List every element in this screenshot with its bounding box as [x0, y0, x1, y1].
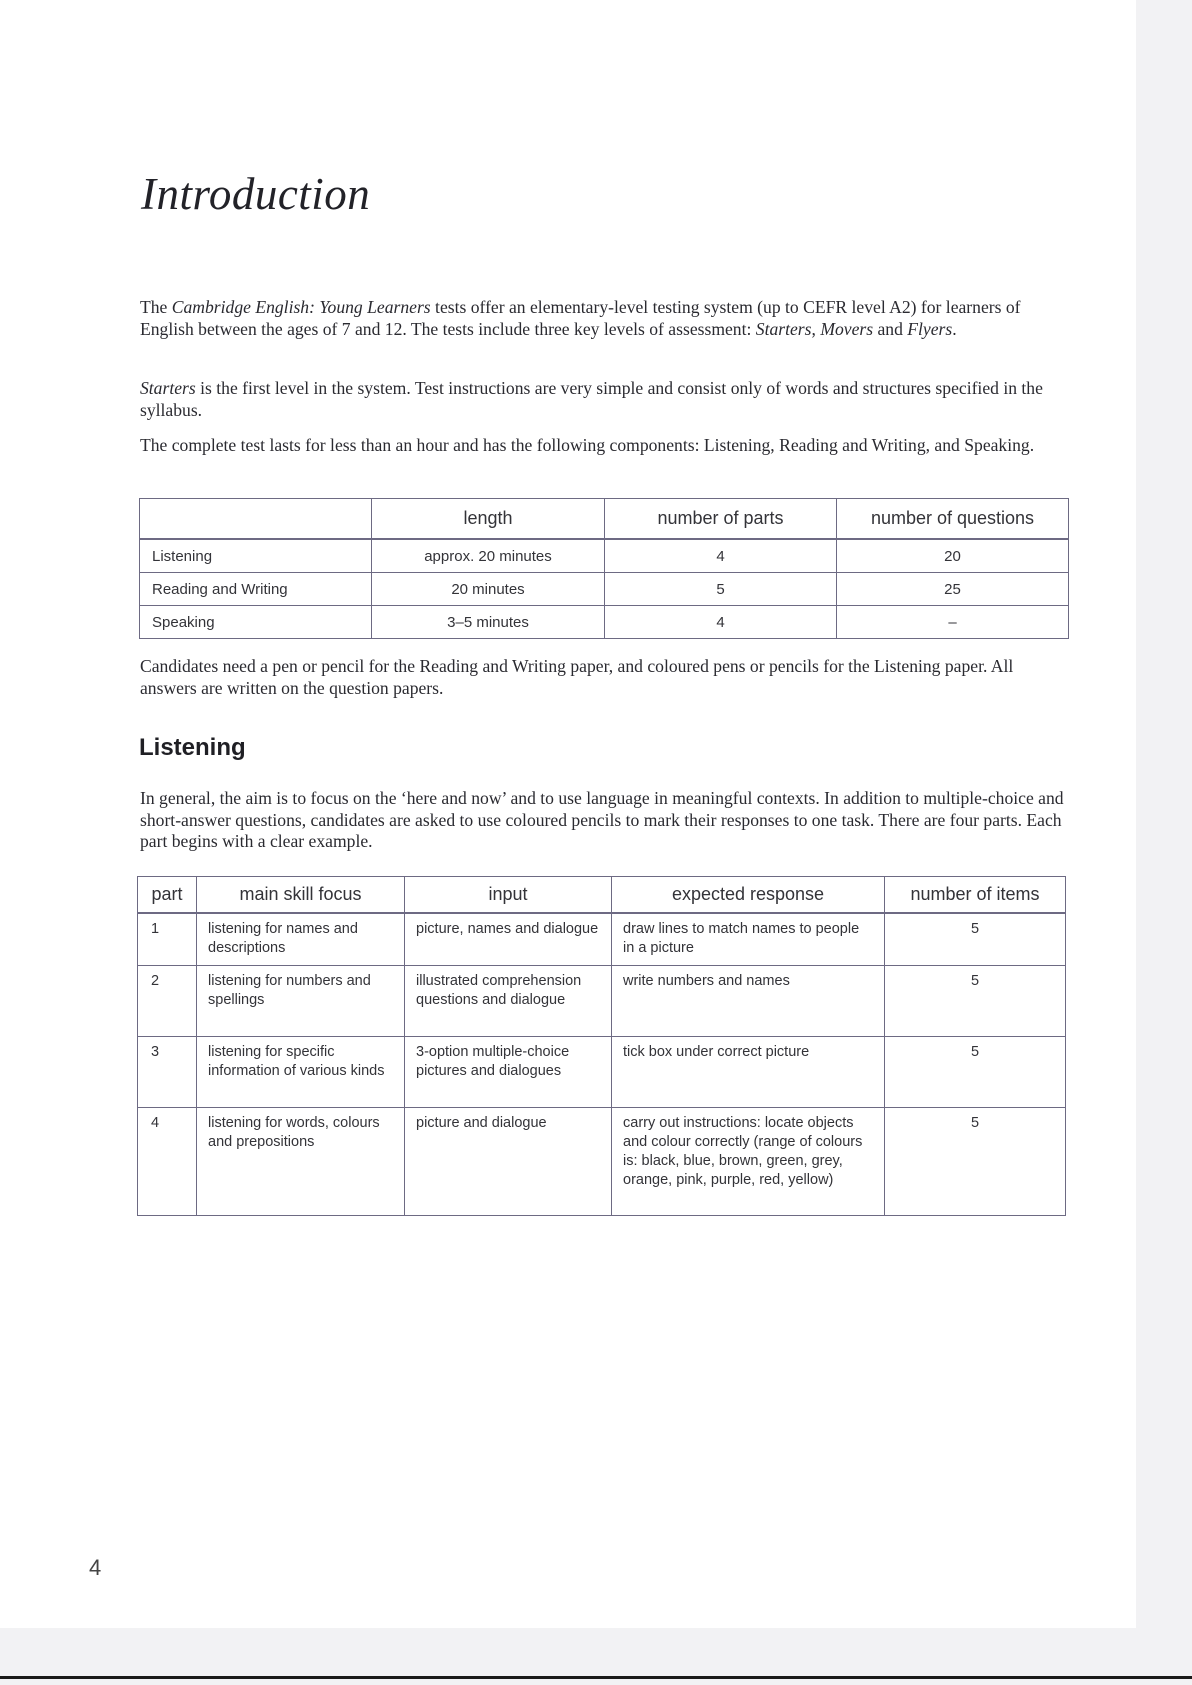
listening-paragraph: In general, the aim is to focus on the ‘here and now’ and to use language in meaningful contexts. In addition to multiple-choice and short-answer questions, candidates are asked to use coloured pencils to mark their responses to one task. There are four parts. Each part begins with a clear example.	[140, 788, 1064, 851]
intro-p2-text-1: is the first level in the system. Test instructions are very simple and consist only of words and structures specified in the syllabus.	[140, 378, 1043, 420]
expected-response: tick box under correct picture	[612, 1036, 885, 1107]
component-questions: –	[837, 606, 1069, 639]
intro-paragraph-2	[140, 378, 1070, 421]
table-row	[138, 1036, 1066, 1107]
table-row	[138, 913, 1066, 965]
listening-header-cell: input	[405, 877, 612, 914]
expected-response: write numbers and names	[612, 965, 885, 1036]
intro-p1-text-3: ,	[811, 318, 821, 339]
skill-focus: listening for words, colours and prepositions	[197, 1107, 405, 1215]
table-row	[140, 539, 1069, 573]
component-parts: 4	[605, 606, 837, 639]
part-number: 1	[138, 913, 197, 965]
component-length: approx. 20 minutes	[372, 539, 605, 573]
expected-response: draw lines to match names to people in a picture	[612, 913, 885, 965]
item-count: 5	[885, 965, 1066, 1036]
item-count: 5	[885, 1036, 1066, 1107]
intro-p1-italic-2: Starters	[755, 318, 812, 339]
components-header-row	[140, 499, 1069, 540]
listening-header-cell: number of items	[885, 877, 1066, 914]
listening-header-cell: part	[138, 877, 197, 914]
component-name: Reading and Writing	[140, 573, 372, 606]
intro-paragraph-1	[140, 297, 1070, 340]
input-type: picture, names and dialogue	[405, 913, 612, 965]
skill-focus: listening for specific information of various kinds	[197, 1036, 405, 1107]
input-type: 3-option multiple-choice pictures and dialogues	[405, 1036, 612, 1107]
table-row	[138, 965, 1066, 1036]
listening-header-row	[138, 877, 1066, 914]
intro-p1-text-5: .	[952, 318, 957, 339]
intro-p1-italic-1: Cambridge English: Young Learners	[171, 297, 431, 317]
component-questions: 25	[837, 573, 1069, 606]
intro-p1-text-2: tests offer an elementary-level testing system (up to CEFR level A2) for learners of English between the ages of 7 and 12. The tests include three key levels of assessment:	[140, 297, 1021, 339]
component-length: 3–5 minutes	[372, 606, 605, 639]
components-header-cell	[140, 499, 372, 540]
listening-heading: Listening	[139, 734, 246, 761]
page-title: Introduction	[141, 169, 371, 219]
skill-focus: listening for numbers and spellings	[197, 965, 405, 1036]
component-name: Listening	[140, 539, 372, 573]
table-row	[140, 573, 1069, 606]
intro-p1-italic-4: Flyers	[907, 318, 953, 339]
materials-paragraph: Candidates need a pen or pencil for the Reading and Writing paper, and coloured pens or pencils for the Listening paper. All answers are written on the question papers.	[140, 656, 1014, 698]
components-table	[139, 498, 1069, 639]
skill-focus: listening for names and descriptions	[197, 913, 405, 965]
component-questions: 20	[837, 539, 1069, 573]
table-row	[140, 606, 1069, 639]
component-name: Speaking	[140, 606, 372, 639]
intro-p1-text-4: and	[873, 318, 908, 339]
intro-p2-italic-1: Starters	[140, 378, 196, 398]
part-number: 3	[138, 1036, 197, 1107]
intro-p1-italic-3: Movers	[820, 318, 874, 339]
part-number: 4	[138, 1107, 197, 1215]
item-count: 5	[885, 1107, 1066, 1215]
listening-header-cell: expected response	[612, 877, 885, 914]
table-row	[138, 1107, 1066, 1215]
intro-p1-text-1: The	[140, 297, 172, 317]
bottom-divider	[0, 1676, 1192, 1679]
component-parts: 5	[605, 573, 837, 606]
expected-response: carry out instructions: locate objects and colour correctly (range of colours is: black, blue, brown, green, grey, orange, pink, purple, red, yellow)	[612, 1107, 885, 1215]
components-header-cell: number of questions	[837, 499, 1069, 540]
listening-table	[137, 876, 1066, 1216]
part-number: 2	[138, 965, 197, 1036]
input-type: illustrated comprehension questions and dialogue	[405, 965, 612, 1036]
components-header-cell: number of parts	[605, 499, 837, 540]
component-parts: 4	[605, 539, 837, 573]
listening-header-cell: main skill focus	[197, 877, 405, 914]
intro-paragraph-3: The complete test lasts for less than an hour and has the following components: Listening, Reading and Writing, and Speaking.	[140, 435, 1035, 455]
components-header-cell: length	[372, 499, 605, 540]
component-length: 20 minutes	[372, 573, 605, 606]
page-number: 4	[89, 1555, 102, 1580]
item-count: 5	[885, 913, 1066, 965]
input-type: picture and dialogue	[405, 1107, 612, 1215]
